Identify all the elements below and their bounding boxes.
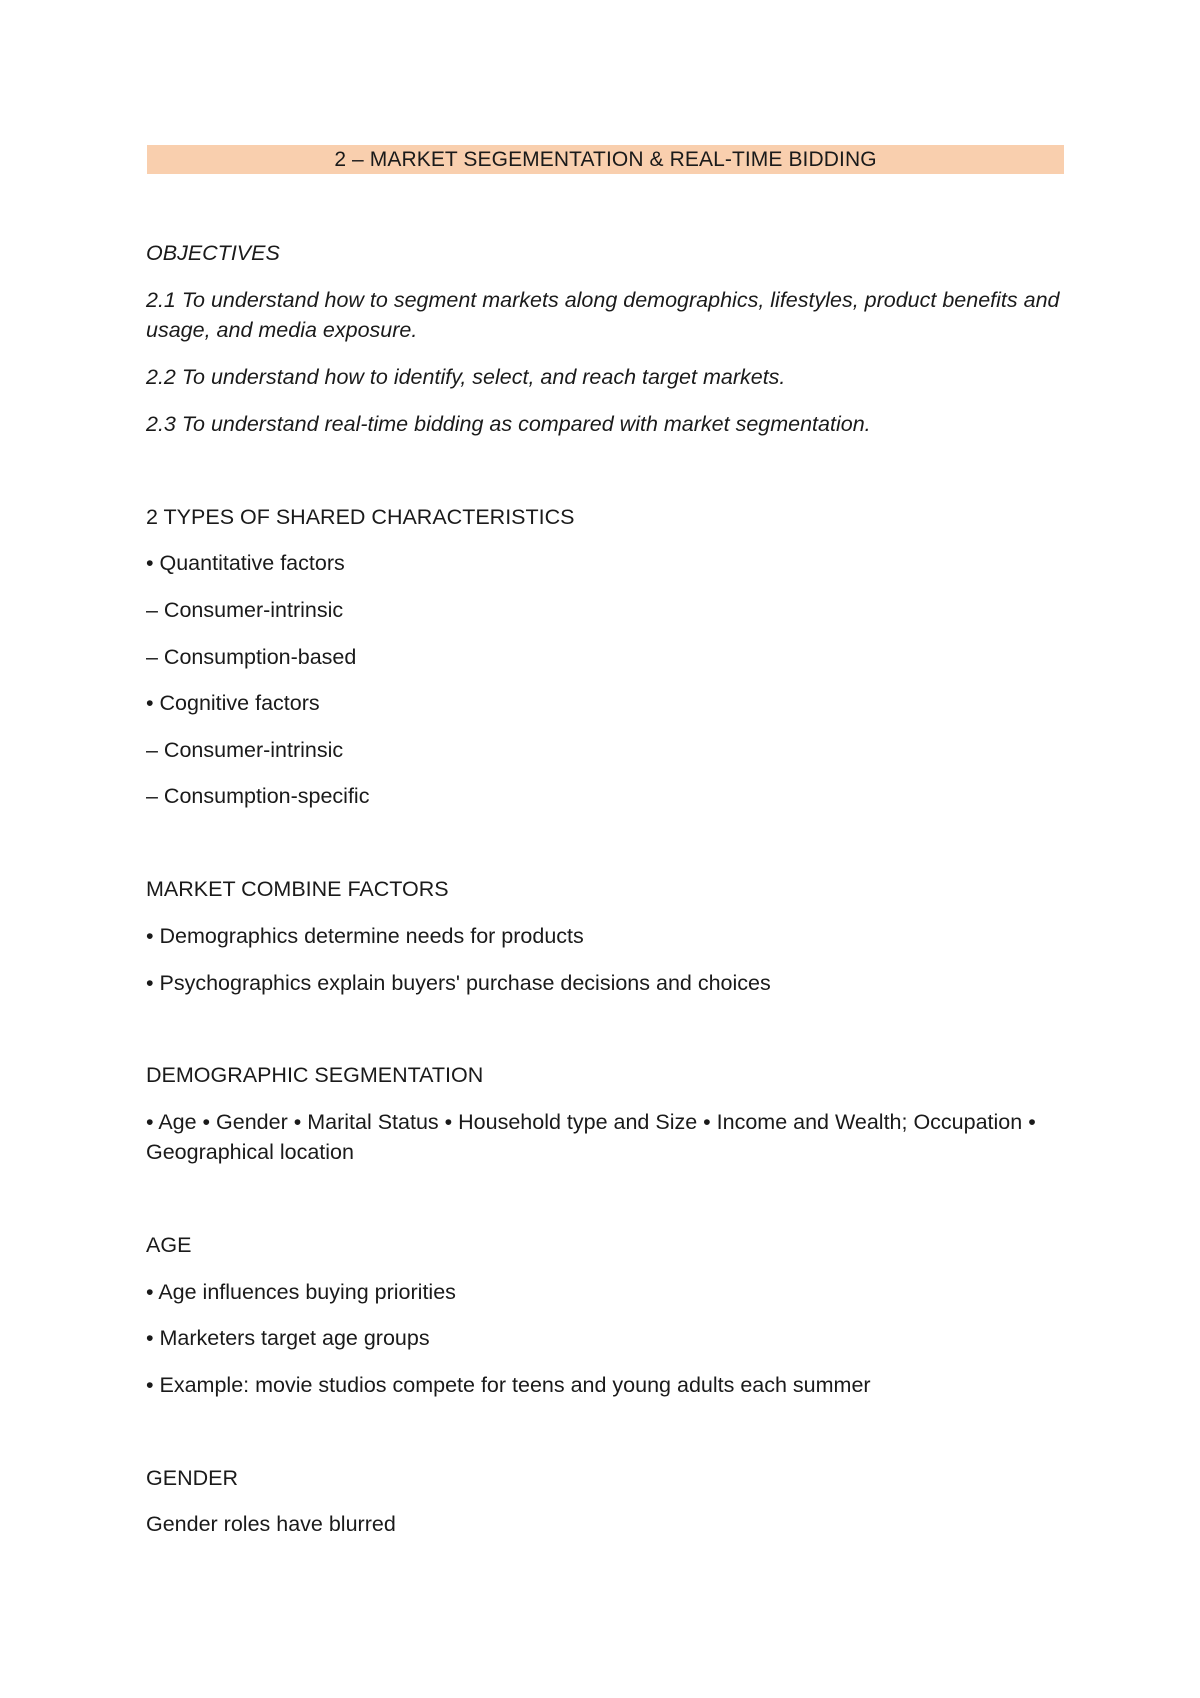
market-combine-heading: MARKET COMBINE FACTORS xyxy=(146,877,449,901)
objectives-heading: OBJECTIVES xyxy=(146,241,280,265)
shared-characteristics-item: – Consumer-intrinsic xyxy=(146,738,344,762)
shared-characteristics-item: – Consumption-specific xyxy=(146,784,370,808)
age-heading: AGE xyxy=(146,1233,192,1257)
shared-characteristics-item: • Quantitative factors xyxy=(146,551,345,575)
market-combine-item: • Psychographics explain buyers' purchase decisions and choices xyxy=(146,971,771,995)
shared-characteristics-item: – Consumption-based xyxy=(146,645,357,669)
gender-heading: GENDER xyxy=(146,1466,238,1490)
demographic-text: • Age • Gender • Marital Status • Household type and Size • Income and Wealth; Occupation • Geographical location xyxy=(146,1110,1036,1164)
document-title: 2 – MARKET SEGEMENTATION & REAL-TIME BIDDING xyxy=(147,145,1064,174)
shared-characteristics-heading: 2 TYPES OF SHARED CHARACTERISTICS xyxy=(146,505,575,529)
age-item: • Age influences buying priorities xyxy=(146,1280,456,1304)
objective-item-2: 2.2 To understand how to identify, select, and reach target markets. xyxy=(146,365,786,389)
shared-characteristics-item: – Consumer-intrinsic xyxy=(146,598,344,622)
market-combine-item: • Demographics determine needs for products xyxy=(146,924,584,948)
demographic-heading: DEMOGRAPHIC SEGMENTATION xyxy=(146,1063,484,1087)
age-item: • Marketers target age groups xyxy=(146,1326,430,1350)
objective-item-3: 2.3 To understand real-time bidding as compared with market segmentation. xyxy=(146,412,871,436)
objective-item-1: 2.1 To understand how to segment markets along demographics, lifestyles, product benefits and usage, and media exposure. xyxy=(146,288,1060,342)
gender-text: Gender roles have blurred xyxy=(146,1512,396,1536)
shared-characteristics-item: • Cognitive factors xyxy=(146,691,320,715)
age-item: • Example: movie studios compete for teens and young adults each summer xyxy=(146,1373,871,1397)
